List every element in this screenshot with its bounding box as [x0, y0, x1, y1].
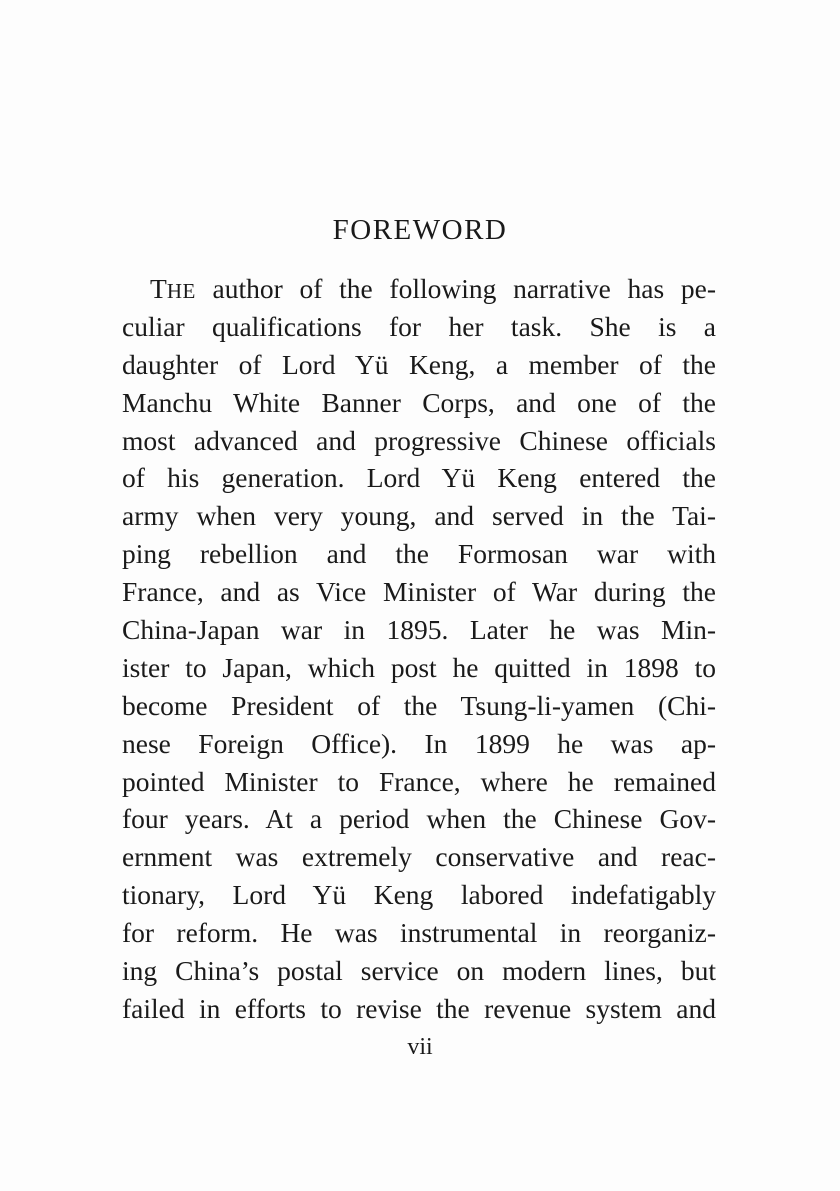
- text-line: become President of the Tsung-li-yamen (Chi-: [122, 689, 716, 721]
- text-line: tionary, Lord Yü Keng labored indefatigably: [122, 879, 716, 911]
- drop-word: [150, 273, 196, 304]
- text-line: nese Foreign Office). In 1899 he was ap-: [122, 727, 716, 759]
- text-line: Manchu White Banner Corps, and one of the: [122, 386, 716, 418]
- text-line: France, and as Vice Minister of War during the: [122, 576, 716, 608]
- drop-word-initial: T: [150, 273, 167, 304]
- text-line: of his generation. Lord Yü Keng entered the: [122, 462, 716, 494]
- chapter-heading: FOREWORD: [332, 214, 508, 246]
- text-line: [122, 270, 716, 308]
- text-line: ping rebellion and the Formosan war with: [122, 538, 716, 570]
- text-line: ister to Japan, which post he quitted in 1898 to: [122, 651, 716, 683]
- drop-word-rest: HE: [166, 279, 196, 303]
- foreword-text: [122, 270, 716, 1028]
- text-line-content: author of the following narrative has pe-: [195, 273, 716, 304]
- text-line: four years. At a period when the Chinese Gov-: [122, 803, 716, 835]
- text-line: culiar qualifications for her task. She is a: [122, 310, 716, 342]
- text-line: most advanced and progressive Chinese officials: [122, 424, 716, 456]
- page-number: vii: [407, 1034, 433, 1060]
- text-line: China-Japan war in 1895. Later he was Min-: [122, 614, 716, 646]
- text-line: army when very young, and served in the Tai-: [122, 500, 716, 532]
- text-line: ing China’s postal service on modern lines, but: [122, 955, 716, 987]
- text-line: ernment was extremely conservative and reac-: [122, 841, 716, 873]
- text-line: for reform. He was instrumental in reorganiz-: [122, 917, 716, 949]
- text-line: daughter of Lord Yü Keng, a member of the: [122, 348, 716, 380]
- text-line: failed in efforts to revise the revenue system and: [122, 992, 716, 1024]
- text-line: pointed Minister to France, where he remained: [122, 765, 716, 797]
